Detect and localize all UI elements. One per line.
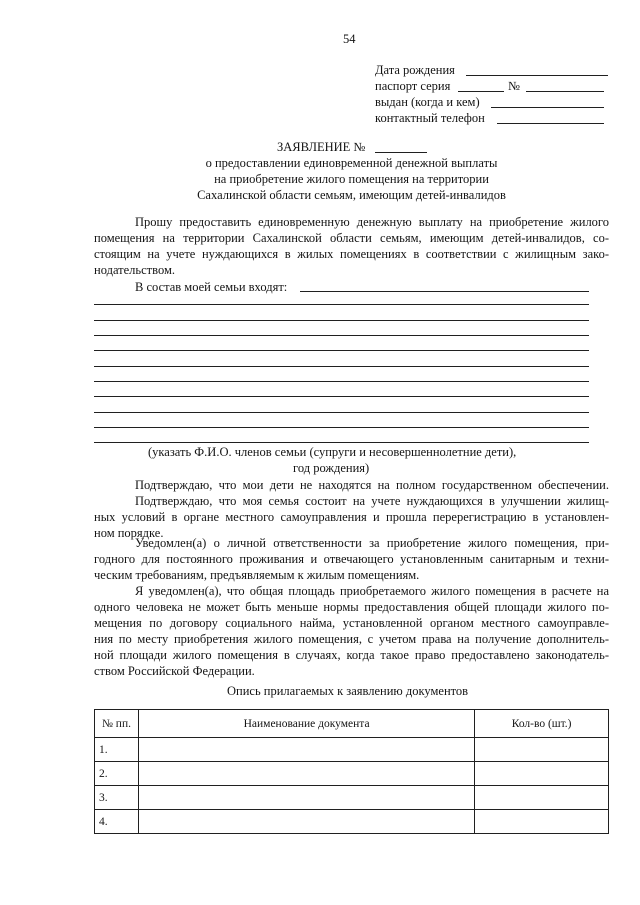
issued-by-field[interactable] (491, 107, 604, 108)
col-header-quantity: Кол-во (шт.) (475, 710, 609, 738)
notice-area-line-6: ством Российской Федерации. (94, 664, 255, 678)
request-line-4: нодательством. (94, 263, 175, 277)
family-line[interactable] (94, 366, 589, 367)
row-number: 4. (95, 810, 139, 834)
docs-title: Опись прилагаемых к заявлению документов (227, 684, 469, 698)
phone-field[interactable] (497, 123, 604, 124)
passport-number-field[interactable] (526, 91, 604, 92)
phone-label: контактный телефон (375, 111, 485, 125)
row-number: 3. (95, 786, 139, 810)
notice-area-line-2: одного человека не может быть меньше нормы предоставления общей площади жилого по- (94, 600, 609, 614)
table-row (95, 810, 609, 834)
family-label: В состав моей семьи входят: (135, 280, 288, 294)
quantity-cell[interactable] (475, 762, 609, 786)
birth-date-label: Дата рождения (375, 63, 455, 77)
notice-area-line-5: ной площади жилого помещения в случаях, когда такое право предоставлено законодатель- (94, 648, 609, 662)
family-line[interactable] (94, 427, 589, 428)
family-line[interactable] (94, 320, 589, 321)
family-line[interactable] (94, 335, 589, 336)
statement-title: ЗАЯВЛЕНИЕ № (277, 140, 366, 154)
document-name-cell[interactable] (138, 738, 474, 762)
family-note-line-1: (указать Ф.И.О. членов семьи (супруги и несовершеннолетние дети), (148, 445, 517, 459)
table-row (95, 786, 609, 810)
title-line-4: Сахалинской области семьям, имеющим детей-инвалидов (197, 188, 506, 202)
quantity-cell[interactable] (475, 738, 609, 762)
family-line[interactable] (94, 304, 589, 305)
notice-responsibility-line-2: годного для постоянного проживания и отвечающего установленным санитарным и техни- (94, 552, 609, 566)
request-line-3: стоящим на учете нуждающихся в жилых помещениях в соответствии с жилищным зако- (94, 247, 609, 261)
col-header-number: № пп. (95, 710, 139, 738)
family-line[interactable] (94, 350, 589, 351)
statement-number-field[interactable] (375, 152, 427, 153)
notice-area-line-4: ния по месту приобретения жилого помещения, с учетом права на получение дополнитель- (94, 632, 609, 646)
passport-series-label: паспорт серия (375, 79, 451, 93)
request-line-2: помещения на территории Сахалинской области семьям, имеющим детей-инвалидов, со- (94, 231, 609, 245)
notice-area-line-1: Я уведомлен(а), что общая площадь приобретаемого жилого помещения в расчете на (135, 584, 609, 598)
family-field-line[interactable] (300, 291, 589, 292)
title-line-2: о предоставлении единовременной денежной выплаты (205, 156, 498, 170)
table-row (95, 762, 609, 786)
documents-table (94, 709, 609, 834)
birth-date-field[interactable] (466, 75, 608, 76)
col-header-document-name: Наименование документа (138, 710, 474, 738)
document-name-cell[interactable] (138, 786, 474, 810)
quantity-cell[interactable] (475, 810, 609, 834)
notice-area-line-3: мещения по договору социального найма, установленной органом местного самоуправле- (94, 616, 609, 630)
quantity-cell[interactable] (475, 786, 609, 810)
family-line[interactable] (94, 412, 589, 413)
row-number: 2. (95, 762, 139, 786)
confirm-children-text: Подтверждаю, что мои дети не находятся на полном государственном обеспечении. (135, 478, 609, 492)
confirm-family-line-2: ных условий в органе местного самоуправления и прошла перерегистрацию в установлен- (94, 510, 609, 524)
document-name-cell[interactable] (138, 810, 474, 834)
notice-responsibility-line-3: ческим требованиям, предъявляемым к жилым помещениям. (94, 568, 420, 582)
family-note-line-2: год рождения) (293, 461, 370, 475)
family-line[interactable] (94, 381, 589, 382)
confirm-family-line-3: ном порядке. (94, 526, 164, 540)
passport-number-label: № (508, 79, 520, 93)
confirm-family-line-1: Подтверждаю, что моя семья состоит на учете нуждающихся в улучшении жилищ- (135, 494, 609, 508)
row-number: 1. (95, 738, 139, 762)
family-line[interactable] (94, 442, 589, 443)
family-line[interactable] (94, 396, 589, 397)
notice-responsibility-line-1: Уведомлен(а) о личной ответственности за приобретение жилого помещения, при- (135, 536, 609, 550)
page-number: 54 (343, 32, 356, 46)
title-line-3: на приобретение жилого помещения на территории (214, 172, 489, 186)
issued-by-label: выдан (когда и кем) (375, 95, 480, 109)
table-header-row (95, 710, 609, 738)
passport-series-field[interactable] (458, 91, 504, 92)
request-line-1: Прошу предоставить единовременную денежную выплату на приобретение жилого (135, 215, 609, 229)
document-name-cell[interactable] (138, 762, 474, 786)
table-row (95, 738, 609, 762)
